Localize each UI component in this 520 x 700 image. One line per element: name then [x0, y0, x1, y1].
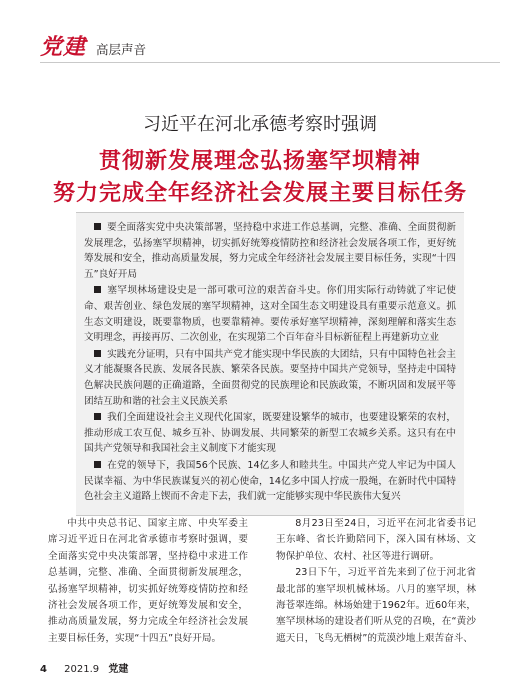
issue-number: 2021.9: [64, 664, 100, 675]
square-bullet-icon: [94, 223, 101, 230]
body-paragraph: 23日下午，习近平首先来到了位于河北省最北部的塞罕坝机械林场。八月的塞罕坝，林海苍翠连绵。林场始建于1962年。近60年来，塞罕坝林场的建设者们听从党的召唤，在“黄沙遮天日，飞鸟无栖树”的荒漠沙地上艰苦奋斗、: [276, 567, 476, 644]
magazine-logo: 党建: [40, 34, 87, 60]
square-bullet-icon: [94, 350, 101, 357]
column-title: 高层声音: [96, 42, 147, 57]
summary-item: 在党的领导下，我国56个民族、14亿多人和睦共生。中国共产党人牢记为中国人民谋幸福、为中华民族谋复兴的初心使命，14亿多中国人拧成一股绳，在新时代中国特色社会主义道路上锲而不舍走下去，我们就一定能够实现中华民族伟大复兴: [84, 459, 456, 503]
body-column-right: [276, 516, 476, 647]
square-bullet-icon: [94, 286, 101, 293]
header-divider: [40, 62, 500, 63]
summary-item: 要全面落实党中央决策部署，坚持稳中求进工作总基调，完整、准确、全面贯彻新发展理念，弘扬塞罕坝精神，切实抓好统筹疫情防控和经济社会发展各项工作，更好统筹发展和安全，推动高质量发展，努力完成全年经济社会发展主要目标任务，实现“十四五”良好开局: [84, 222, 456, 280]
summary-item: 我们全面建设社会主义现代化国家，既要建设繁华的城市，也要建设繁荣的农村，推动形成工农互促、城乡互补、协调发展、共同繁荣的新型工农城乡关系。这只有在中国共产党领导和我国社会主义制度下才能实现: [84, 412, 456, 455]
page-number: 4: [40, 664, 47, 675]
body-column-left: [48, 516, 248, 647]
square-bullet-icon: [94, 413, 101, 420]
page-footer: [40, 660, 128, 675]
main-title: 贯彻新发展理念弘扬塞罕坝精神: [98, 149, 421, 174]
publication-name: 党建: [108, 664, 129, 675]
summary-item: 实践充分证明，只有中国共产党才能实现中华民族的大团结，只有中国特色社会主义才能凝聚各民族、发展各民族、繁荣各民族。要坚持中国共产党领导，坚持走中国特色解决民族问题的正确道路，全面贯彻党的民族理论和民族政策，不断巩固和发展平等团结互助和谐的社会主义民族关系: [84, 348, 456, 407]
pre-title: 习近平在河北承德考察时强调: [143, 114, 377, 135]
square-bullet-icon: [94, 461, 101, 468]
sub-title: 努力完成全年经济社会发展主要目标任务: [52, 181, 467, 206]
summary-list: [84, 220, 456, 506]
summary-item: 塞罕坝林场建设史是一部可歌可泣的艰苦奋斗史。你们用实际行动铸就了牢记使命、艰苦创业、绿色发展的塞罕坝精神，这对全国生态文明建设具有重要示范意义。抓生态文明建设，既要靠物质，也要靠精神。要传承好塞罕坝精神，深刻理解和落实生态文明理念，再接再厉、二次创业，在实现第二个百年奋斗目标新征程上再建新功立业: [84, 285, 456, 344]
body-paragraph: 8月23日至24日，习近平在河北省委书记王东峰、省长许勤陪同下，深入国有林场、文物保护单位、农村、社区等进行调研。: [276, 518, 476, 562]
body-paragraph: 中共中央总书记、国家主席、中央军委主席习近平近日在河北省承德市考察时强调，要全面落实党中央决策部署，坚持稳中求进工作总基调，完整、准确、全面贯彻新发展理念，弘扬塞罕坝精神，切实抓好统筹疫情防控和经济社会发展各项工作，更好统筹发展和安全，推动高质量发展，努力完成全年经济社会发展主要目标任务，实现“十四五”良好开局。: [48, 518, 248, 644]
page-header: [40, 24, 500, 64]
